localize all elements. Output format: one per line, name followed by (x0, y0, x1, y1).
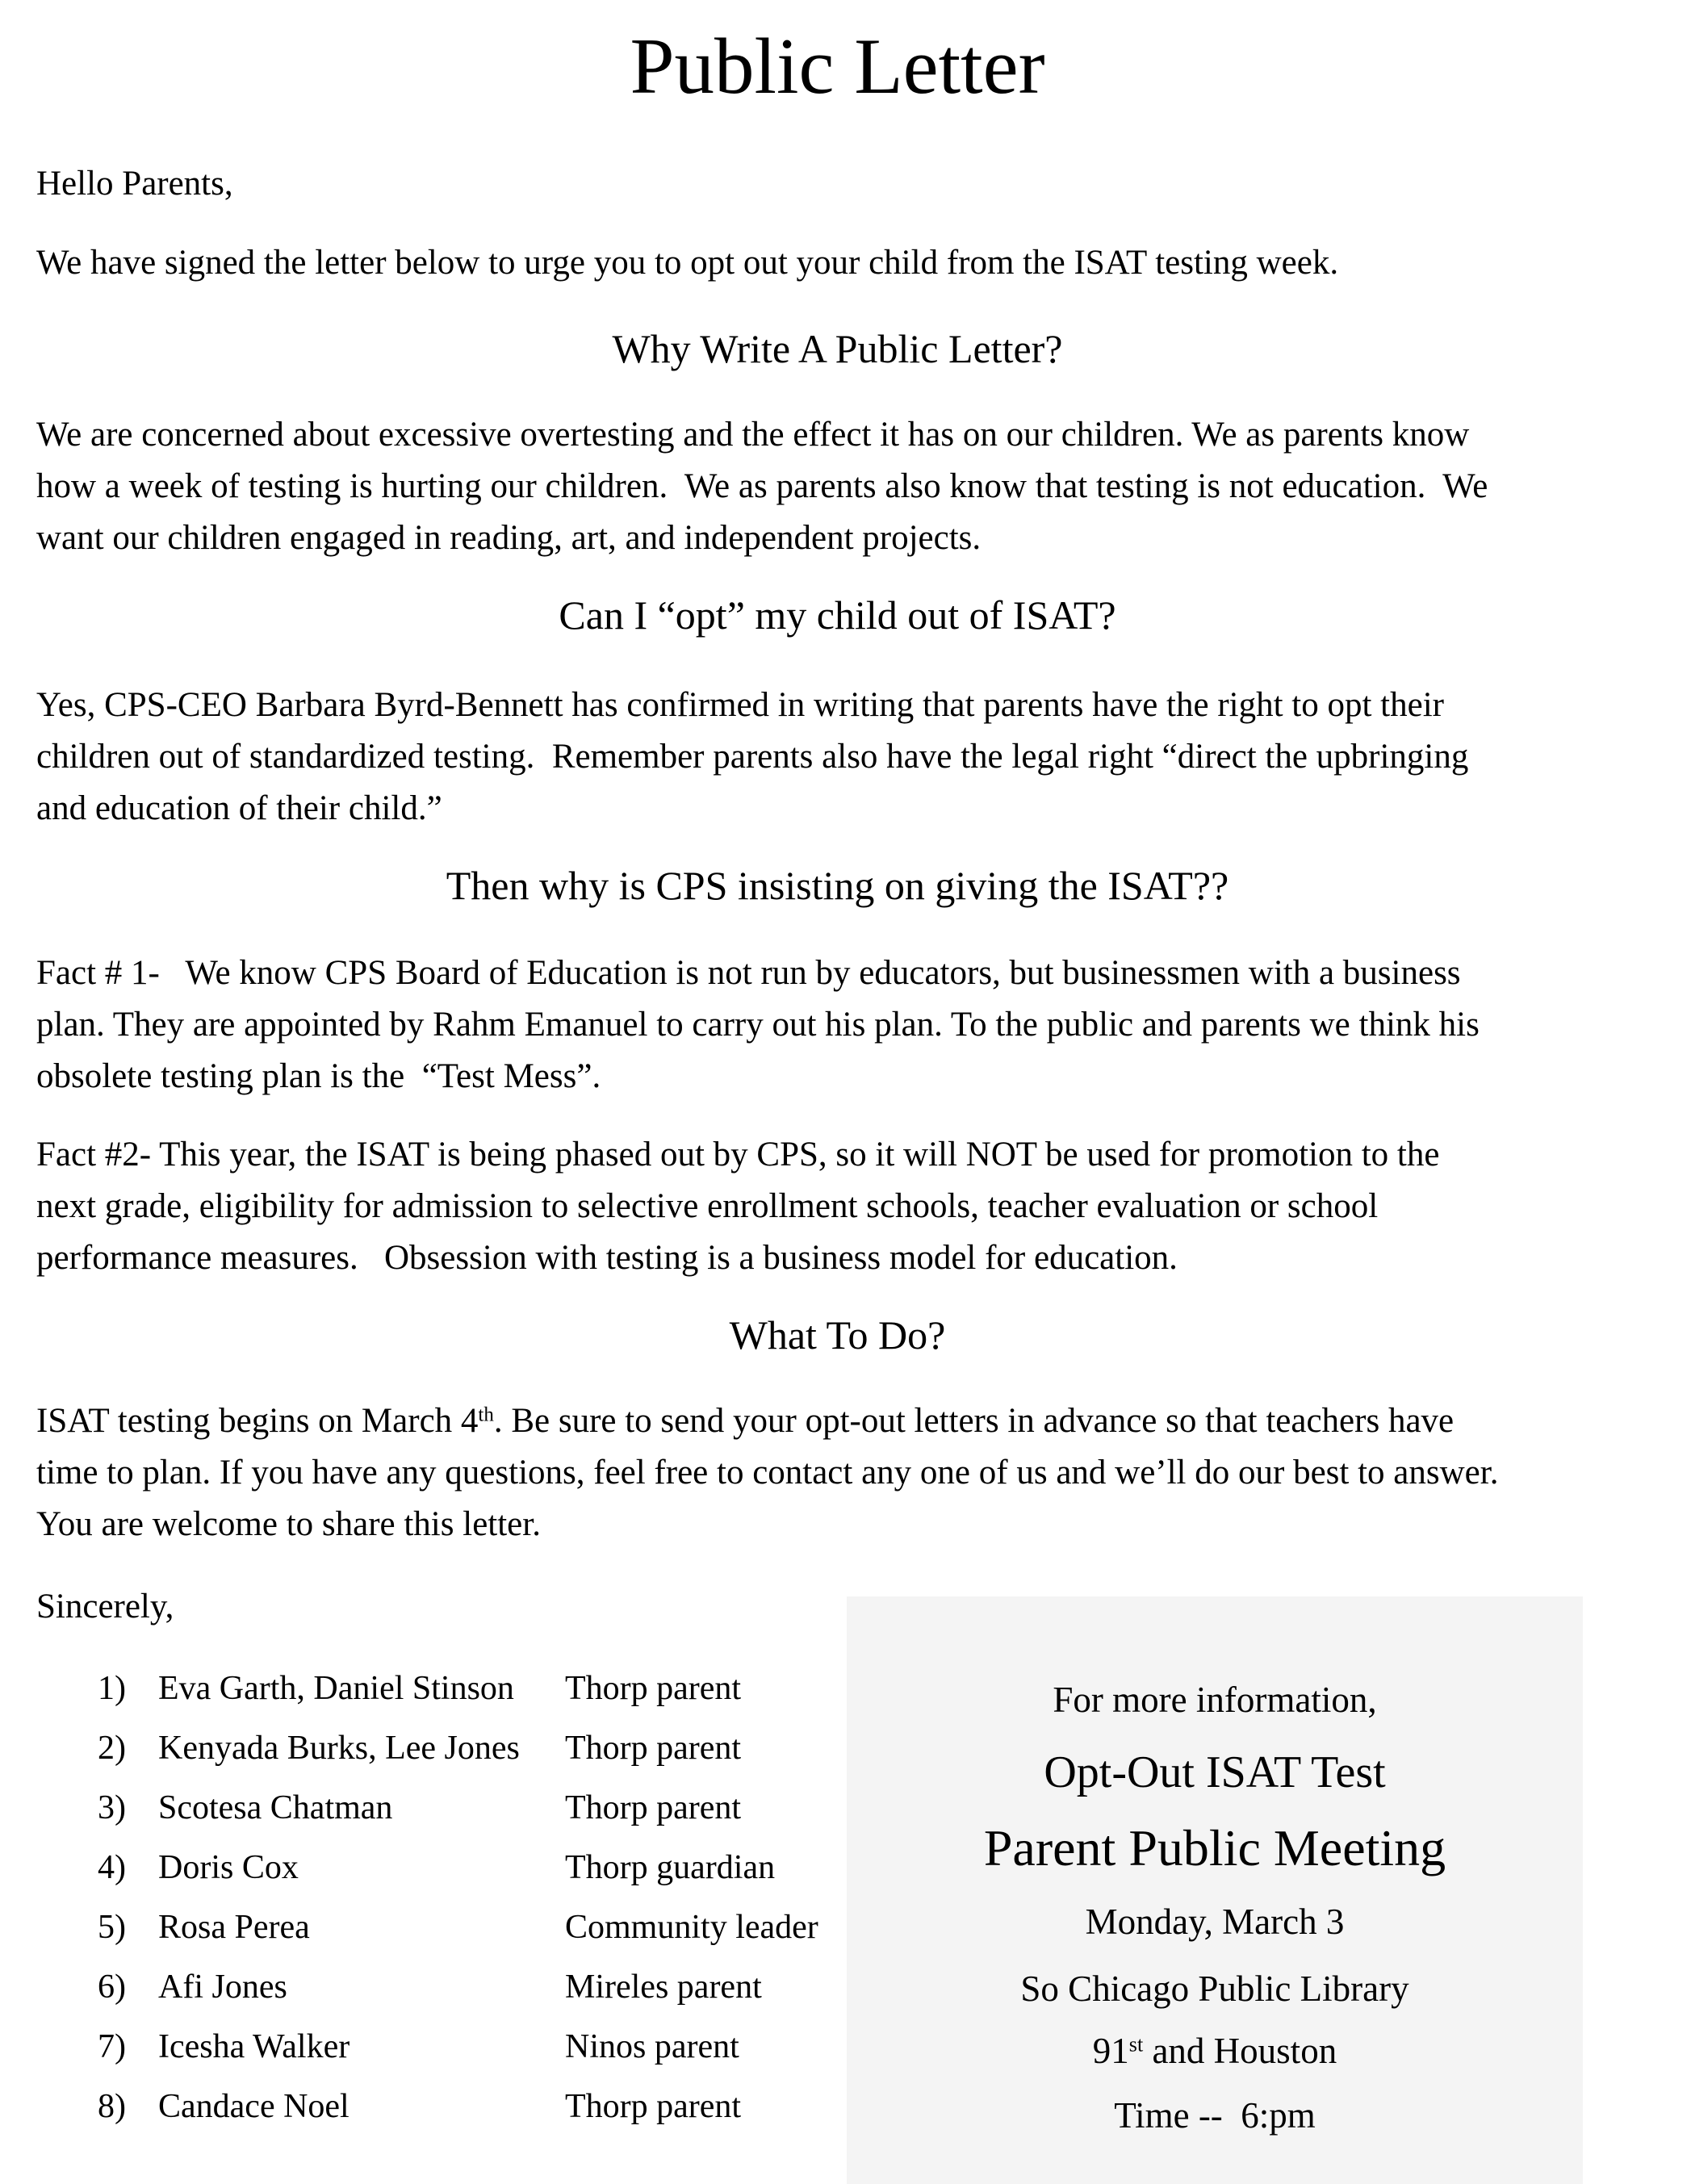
page-title: Public Letter (630, 23, 1045, 111)
intro-text: We have signed the letter below to urge you to opt out your child from the ISAT testing week. (36, 244, 1339, 282)
section-heading-insisting: Then why is CPS insisting on giving the ISAT?? (446, 863, 1229, 908)
signatory-number: 1) (98, 1670, 126, 1707)
street-name: and Houston (1143, 2031, 1337, 2071)
ordinal-superscript: th (478, 1404, 494, 1426)
signatory-name: Afi Jones (158, 1969, 287, 2006)
signatory-number: 2) (98, 1730, 126, 1767)
ordinal-superscript: st (1128, 2032, 1144, 2056)
info-box-line: For more information, (1053, 1680, 1377, 1720)
paragraph-fact1 (36, 948, 1659, 1102)
signatory-name: Eva Garth, Daniel Stinson (158, 1670, 514, 1707)
signatory-name: Scotesa Chatman (158, 1789, 393, 1826)
info-box-line-with-superscript (847, 2027, 1583, 2075)
signatory-role: Thorp parent (565, 2088, 742, 2125)
signatory-number: 8) (98, 2088, 126, 2125)
greeting-text: Hello Parents, (36, 165, 233, 203)
signatory-number: 6) (98, 1969, 126, 2006)
signatory-name: Icesha Walker (158, 2028, 350, 2065)
signatory-name: Kenyada Burks, Lee Jones (158, 1730, 520, 1767)
paragraph-line: Fact #2- This year, the ISAT is being phased out by CPS, so it will NOT be used for promotion to the (36, 1136, 1440, 1174)
signatory-role: Thorp parent (565, 1789, 742, 1826)
signatory-role: Thorp guardian (565, 1849, 776, 1886)
paragraph-opt-right (36, 680, 1659, 835)
paragraph-line: want our children engaged in reading, art, and independent projects. (36, 519, 982, 557)
street-number: 91 (1092, 2031, 1129, 2071)
paragraph-line: performance measures. Obsession with testing is a business model for education. (36, 1239, 1178, 1277)
signatory-name: Doris Cox (158, 1849, 299, 1886)
signatory-number: 5) (98, 1909, 126, 1946)
signatory-role: Thorp parent (565, 1670, 742, 1707)
signatory-name: Candace Noel (158, 2088, 350, 2125)
paragraph-line: plan. They are appointed by Rahm Emanuel to carry out his plan. To the public and parents we think his (36, 1006, 1480, 1044)
testing-date-pre: ISAT testing begins on March 4 (36, 1402, 479, 1440)
greeting (36, 158, 1659, 210)
paragraph-line: We are concerned about excessive overtesting and the effect it has on our children. We as parents know (36, 416, 1470, 454)
info-box-line: Time -- 6:pm (1114, 2095, 1316, 2136)
signatory-number: 7) (98, 2028, 126, 2065)
signatory-number: 4) (98, 1849, 126, 1886)
paragraph-what-to-do (36, 1395, 1659, 1550)
info-box-line: So Chicago Public Library (1020, 1969, 1409, 2009)
signatory-role: Community leader (565, 1909, 818, 1946)
paragraph-line: You are welcome to share this letter. (36, 1505, 541, 1543)
intro-paragraph (36, 237, 1659, 289)
section-heading-what-to-do: What To Do? (729, 1312, 946, 1358)
paragraph-line: time to plan. If you have any questions, feel free to contact any one of us and we’ll do our best to answer. (36, 1454, 1499, 1492)
meeting-info-box (847, 1596, 1583, 2184)
paragraph-line: children out of standardized testing. Remember parents also have the legal right “direct the upbringing (36, 738, 1469, 776)
info-box-line: Monday, March 3 (1085, 1902, 1345, 1942)
paragraph-line: next grade, eligibility for admission to selective enrollment schools, teacher evaluation or school (36, 1187, 1379, 1225)
paragraph-line-with-superscript (36, 1395, 1659, 1447)
signatory-number: 3) (98, 1789, 126, 1826)
paragraph-line: obsolete testing plan is the “Test Mess”. (36, 1057, 601, 1095)
testing-date-post: . Be sure to send your opt-out letters in advance so that teachers have (493, 1402, 1455, 1440)
signatory-role: Ninos parent (565, 2028, 739, 2065)
closing-text: Sincerely, (36, 1588, 174, 1625)
paragraph-line: Yes, CPS-CEO Barbara Byrd-Bennett has confirmed in writing that parents have the right to opt their (36, 686, 1444, 724)
signatory-role: Thorp parent (565, 1730, 742, 1767)
section-heading-opt-out: Can I “opt” my child out of ISAT? (559, 592, 1116, 638)
signatory-role: Mireles parent (565, 1969, 762, 2006)
signatory-name: Rosa Perea (158, 1909, 310, 1946)
info-box-line: Parent Public Meeting (983, 1819, 1446, 1876)
paragraph-fact2 (36, 1129, 1659, 1284)
paragraph-line: and education of their child.” (36, 789, 442, 827)
section-heading-why: Why Write A Public Letter? (612, 326, 1063, 371)
paragraph-line: how a week of testing is hurting our children. We as parents also know that testing is not education. We (36, 467, 1488, 505)
paragraph-line: Fact # 1- We know CPS Board of Education is not run by educators, but businessmen with a business (36, 954, 1461, 992)
info-box-line: Opt-Out ISAT Test (1044, 1747, 1386, 1797)
paragraph-overtesting (36, 409, 1659, 564)
